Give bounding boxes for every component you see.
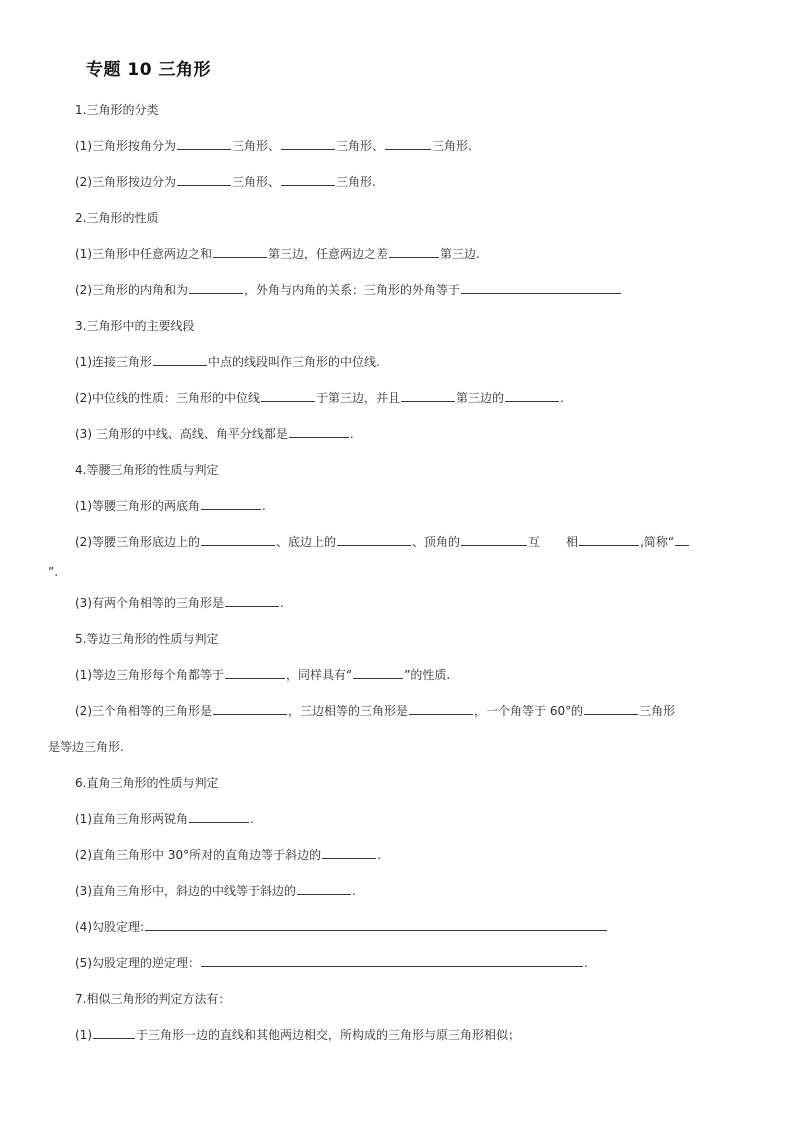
answer-blank[interactable] — [461, 281, 621, 294]
answer-blank[interactable] — [213, 245, 267, 258]
question-line: (1)等腰三角形的两底角 . — [75, 499, 266, 513]
answer-blank[interactable] — [281, 173, 335, 186]
answer-blank[interactable] — [201, 497, 261, 510]
question-line: (2)三个角相等的三角形是 ，三边相等的三角形是 ，一个角等于 60°的 三角形 — [75, 704, 676, 718]
question-line: (1) 于三角形一边的直线和其他两边相交，所构成的三角形与原三角形相似； — [75, 1028, 521, 1042]
question-line: (4)勾股定理: — [75, 918, 608, 936]
answer-blank[interactable] — [189, 810, 249, 823]
question-line: (1)三角形中任意两边之和 第三边，任意两边之差 第三边. — [75, 247, 480, 261]
answer-blank[interactable] — [675, 533, 689, 546]
section-heading: 2.三角形的性质 — [75, 211, 159, 225]
answer-blank[interactable] — [461, 533, 527, 546]
answer-blank[interactable] — [579, 533, 639, 546]
answer-blank[interactable] — [281, 137, 335, 150]
answer-blank[interactable] — [153, 353, 207, 366]
question-line: (1)直角三角形两锐角 . — [75, 812, 254, 826]
section-heading: 5.等边三角形的性质与判定 — [75, 632, 219, 646]
answer-blank[interactable] — [189, 281, 243, 294]
question-line-continued: ”. — [48, 565, 59, 579]
answer-blank[interactable] — [505, 389, 559, 402]
section-heading: 6.直角三角形的性质与判定 — [75, 776, 219, 790]
question-line-continued: 是等边三角形. — [48, 740, 124, 754]
answer-blank[interactable] — [145, 918, 607, 931]
answer-blank[interactable] — [93, 1026, 135, 1039]
section-heading: 3.三角形中的主要线段 — [75, 319, 195, 333]
question-line: (3) 三角形的中线、高线、角平分线都是 . — [75, 427, 354, 441]
answer-blank[interactable] — [322, 846, 376, 859]
answer-blank[interactable] — [337, 533, 411, 546]
section-heading: 4.等腰三角形的性质与判定 — [75, 463, 219, 477]
question-line: (1)三角形按角分为 三角形、 三角形、 三角形. — [75, 139, 472, 153]
answer-blank[interactable] — [225, 594, 279, 607]
answer-blank[interactable] — [289, 425, 349, 438]
answer-blank[interactable] — [213, 702, 287, 715]
question-line: (2)等腰三角形底边上的 、底边上的 、顶角的 互 相 ,简称“ — [75, 533, 690, 551]
answer-blank[interactable] — [409, 702, 473, 715]
answer-blank[interactable] — [584, 702, 638, 715]
question-line: (2)直角三角形中 30°所对的直角边等于斜边的 . — [75, 848, 381, 862]
answer-blank[interactable] — [177, 137, 231, 150]
answer-blank[interactable] — [385, 137, 431, 150]
answer-blank[interactable] — [201, 954, 583, 967]
section-heading: 1.三角形的分类 — [75, 103, 159, 117]
question-line: (1)等边三角形每个角都等于 ，同样具有“ ”的性质. — [75, 668, 451, 682]
page-title: 专题 10 三角形 — [86, 60, 211, 80]
section-heading: 7.相似三角形的判定方法有： — [75, 992, 231, 1006]
question-line: (2)三角形按边分为 三角形、 三角形. — [75, 175, 376, 189]
answer-blank[interactable] — [297, 882, 351, 895]
question-line: (3)有两个角相等的三角形是 . — [75, 596, 284, 610]
answer-blank[interactable] — [201, 533, 275, 546]
answer-blank[interactable] — [389, 245, 439, 258]
answer-blank[interactable] — [177, 173, 231, 186]
question-line: (5)勾股定理的逆定理： . — [75, 956, 588, 970]
question-line: (3)直角三角形中，斜边的中线等于斜边的 . — [75, 884, 356, 898]
question-line: (2)中位线的性质：三角形的中位线 于第三边，并且 第三边的 . — [75, 391, 564, 405]
answer-blank[interactable] — [401, 389, 455, 402]
answer-blank[interactable] — [261, 389, 315, 402]
question-line: (2)三角形的内角和为 ，外角与内角的关系：三角形的外角等于 — [75, 281, 622, 299]
question-line: (1)连接三角形 中点的线段叫作三角形的中位线. — [75, 355, 380, 369]
answer-blank[interactable] — [225, 666, 285, 679]
answer-blank[interactable] — [353, 666, 403, 679]
